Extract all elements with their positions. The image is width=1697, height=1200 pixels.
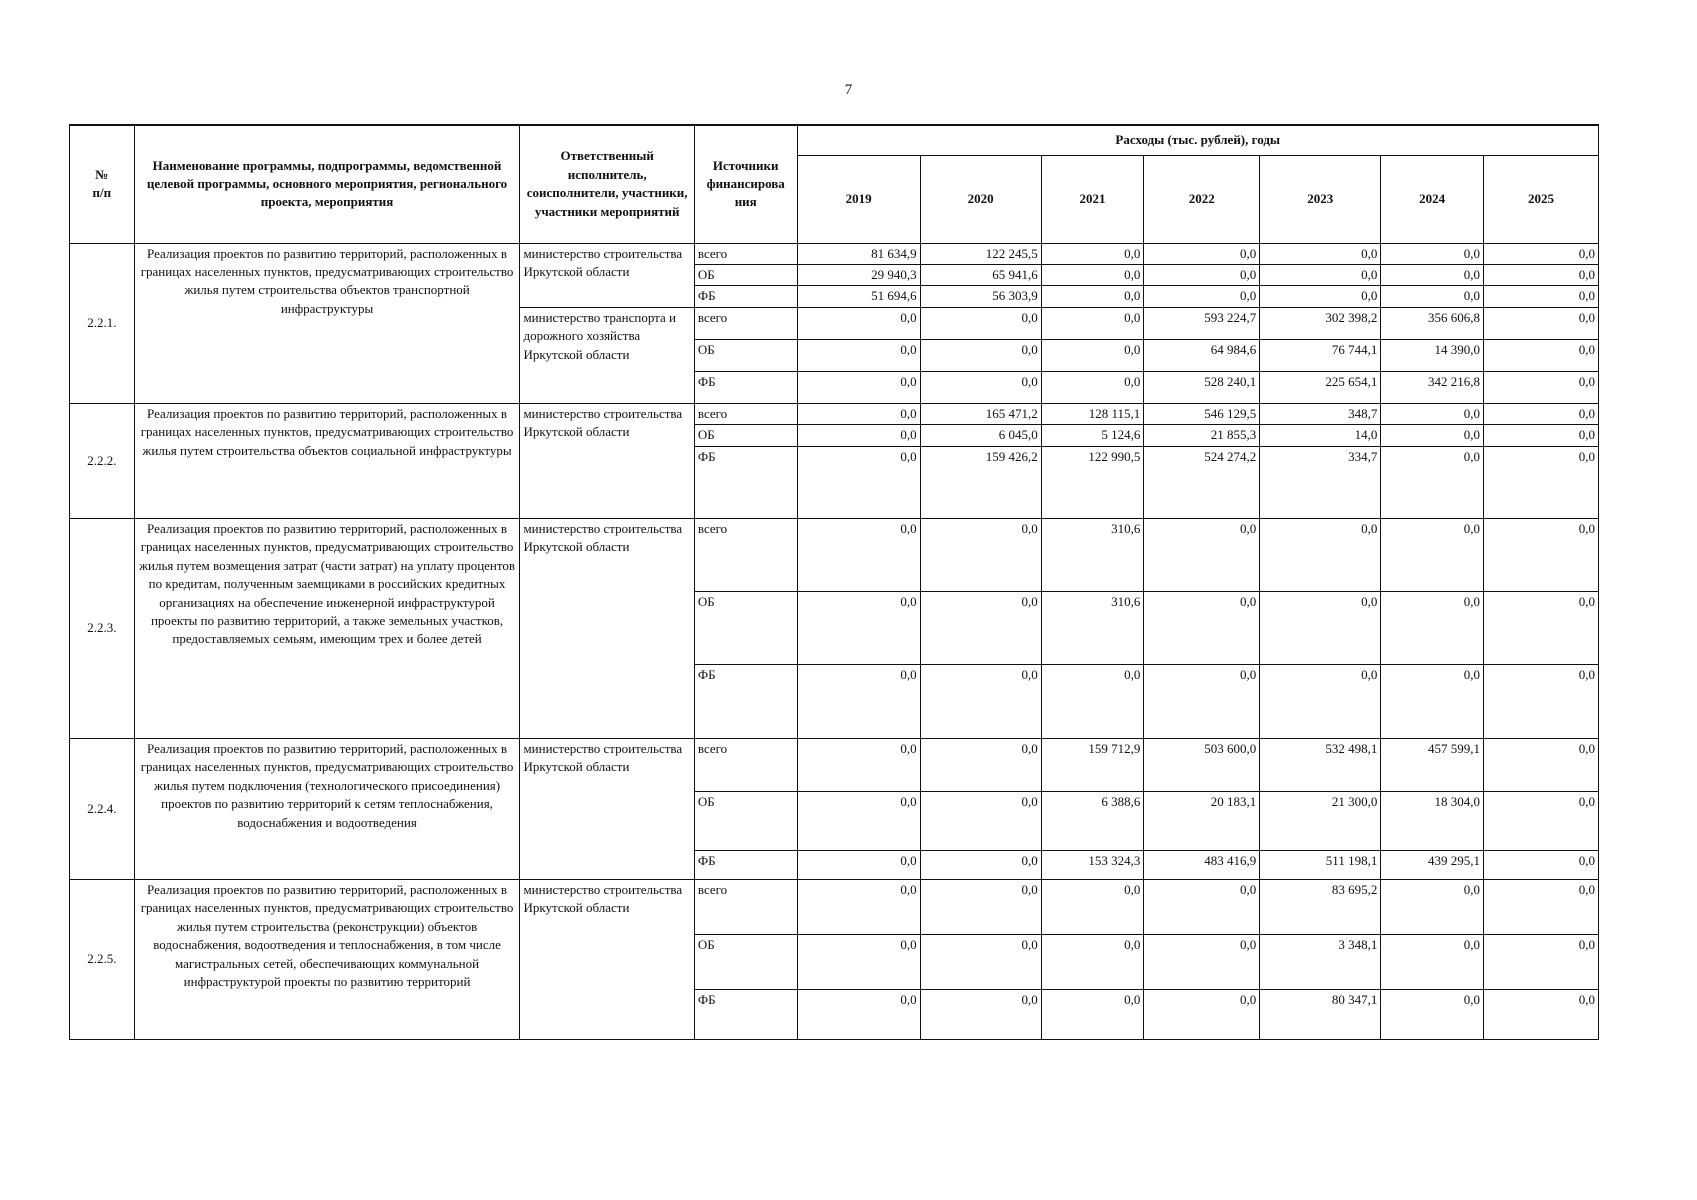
expense-value: 0,0 (797, 850, 920, 879)
item-number: 2.2.1. (70, 243, 135, 403)
expense-value: 0,0 (1260, 518, 1381, 591)
expense-value: 0,0 (1041, 664, 1144, 738)
expense-value: 0,0 (797, 307, 920, 339)
expense-value: 0,0 (797, 591, 920, 664)
expense-value: 310,6 (1041, 518, 1144, 591)
expense-value: 0,0 (1260, 264, 1381, 285)
expense-value: 5 124,6 (1041, 425, 1144, 446)
expense-value: 0,0 (797, 339, 920, 371)
expense-value: 0,0 (1144, 664, 1260, 738)
funding-source: ФБ (694, 664, 797, 738)
expense-value: 0,0 (920, 934, 1041, 989)
expense-value: 0,0 (1041, 286, 1144, 307)
expense-value: 0,0 (1144, 243, 1260, 264)
funding-source: всего (694, 738, 797, 791)
expense-value: 0,0 (797, 446, 920, 518)
expense-value: 511 198,1 (1260, 850, 1381, 879)
expense-value: 0,0 (797, 664, 920, 738)
funding-source: ФБ (694, 371, 797, 403)
expense-value: 0,0 (1381, 425, 1484, 446)
expense-value: 0,0 (1483, 286, 1598, 307)
expense-value: 0,0 (1483, 264, 1598, 285)
expense-value: 0,0 (1144, 934, 1260, 989)
expense-value: 80 347,1 (1260, 989, 1381, 1039)
expense-value: 0,0 (1381, 989, 1484, 1039)
funding-source: ФБ (694, 850, 797, 879)
expense-value: 0,0 (920, 518, 1041, 591)
item-executor: министерство строительства Иркутской области (520, 879, 694, 1039)
item-executor: министерство строительства Иркутской области (520, 243, 694, 307)
expense-value: 0,0 (1483, 791, 1598, 850)
item-number: 2.2.4. (70, 738, 135, 879)
expense-value: 439 295,1 (1381, 850, 1484, 879)
funding-source: ОБ (694, 791, 797, 850)
expense-value: 0,0 (797, 989, 920, 1039)
expense-value: 0,0 (797, 879, 920, 934)
item-executor: министерство строительства Иркутской области (520, 518, 694, 738)
expense-value: 122 990,5 (1041, 446, 1144, 518)
expense-value: 0,0 (1483, 934, 1598, 989)
expense-value: 0,0 (920, 850, 1041, 879)
expense-value: 334,7 (1260, 446, 1381, 518)
expense-value: 0,0 (1483, 425, 1598, 446)
expense-value: 153 324,3 (1041, 850, 1144, 879)
expense-value: 0,0 (1483, 664, 1598, 738)
expense-value: 348,7 (1260, 403, 1381, 424)
expense-value: 3 348,1 (1260, 934, 1381, 989)
funding-source: всего (694, 879, 797, 934)
expense-value: 0,0 (1381, 264, 1484, 285)
expense-value: 302 398,2 (1260, 307, 1381, 339)
header-source: Источники финансирова ния (694, 125, 797, 243)
expense-value: 159 426,2 (920, 446, 1041, 518)
header-name: Наименование программы, подпрограммы, ведомственной целевой программы, основного мероприятия, регионального проекта, мероприятия (134, 125, 520, 243)
expense-value: 81 634,9 (797, 243, 920, 264)
expense-value: 0,0 (920, 307, 1041, 339)
table-row (70, 243, 1599, 264)
expense-value: 21 855,3 (1144, 425, 1260, 446)
expense-value: 0,0 (1381, 446, 1484, 518)
expense-value: 0,0 (1041, 339, 1144, 371)
expense-value: 0,0 (1144, 286, 1260, 307)
item-name: Реализация проектов по развитию территорий, расположенных в границах населенных пунктов, предусматривающих строительство жилья путем строительства (реконструкции) объектов водоснабжения, водоотведения и теплоснабжения, в том числе магистральных сетей, обеспечивающих коммунальной инфраструктурой проекты по развитию территорий (134, 879, 520, 1039)
header-expenses: Расходы (тыс. рублей), годы (797, 125, 1599, 155)
expense-value: 0,0 (1381, 591, 1484, 664)
table-row (70, 518, 1599, 591)
expense-value: 0,0 (1260, 243, 1381, 264)
expense-value: 0,0 (1483, 850, 1598, 879)
expense-value: 0,0 (1381, 518, 1484, 591)
expense-value: 0,0 (1483, 243, 1598, 264)
expense-value: 0,0 (797, 791, 920, 850)
item-name: Реализация проектов по развитию территорий, расположенных в границах населенных пунктов, предусматривающих строительство жилья путем строительства объектов транспортной инфраструктуры (134, 243, 520, 403)
expense-value: 14,0 (1260, 425, 1381, 446)
item-name: Реализация проектов по развитию территорий, расположенных в границах населенных пунктов, предусматривающих строительство жилья путем строительства объектов социальной инфраструктуры (134, 403, 520, 518)
expense-value: 0,0 (920, 591, 1041, 664)
expense-value: 593 224,7 (1144, 307, 1260, 339)
expense-value: 0,0 (1381, 286, 1484, 307)
expense-value: 6 045,0 (920, 425, 1041, 446)
expense-value: 0,0 (1041, 307, 1144, 339)
funding-source: всего (694, 243, 797, 264)
expense-value: 0,0 (920, 738, 1041, 791)
expense-value: 0,0 (1483, 518, 1598, 591)
expense-value: 524 274,2 (1144, 446, 1260, 518)
funding-source: ОБ (694, 934, 797, 989)
funding-source: ФБ (694, 286, 797, 307)
expense-value: 0,0 (1381, 243, 1484, 264)
page-number: 7 (844, 82, 853, 98)
expense-value: 342 216,8 (1381, 371, 1484, 403)
item-number: 2.2.2. (70, 403, 135, 518)
expense-value: 0,0 (1260, 664, 1381, 738)
expense-value: 0,0 (1144, 264, 1260, 285)
expense-value: 0,0 (1483, 307, 1598, 339)
expense-value: 0,0 (1483, 738, 1598, 791)
expense-value: 0,0 (797, 371, 920, 403)
header-year: 2023 (1260, 155, 1381, 243)
expense-value: 14 390,0 (1381, 339, 1484, 371)
expense-value: 528 240,1 (1144, 371, 1260, 403)
header-year: 2019 (797, 155, 920, 243)
expense-value: 56 303,9 (920, 286, 1041, 307)
expense-value: 0,0 (797, 518, 920, 591)
expense-value: 0,0 (920, 664, 1041, 738)
expense-value: 0,0 (797, 425, 920, 446)
item-executor: министерство транспорта и дорожного хозяйства Иркутской области (520, 307, 694, 403)
expense-value: 0,0 (1483, 403, 1598, 424)
funding-source: ОБ (694, 591, 797, 664)
table-row (70, 879, 1599, 934)
expense-value: 51 694,6 (797, 286, 920, 307)
expense-value: 6 388,6 (1041, 791, 1144, 850)
expense-value: 0,0 (1041, 934, 1144, 989)
expense-value: 0,0 (1381, 879, 1484, 934)
expense-value: 122 245,5 (920, 243, 1041, 264)
item-name: Реализация проектов по развитию территорий, расположенных в границах населенных пунктов, предусматривающих строительство жилья путем возмещения затрат (части затрат) на уплату процентов по кредитам, полученным заемщиками в российских кредитных организациях на обеспечение инженерной инфраструктурой проекты по развитию территорий, а также земельных участков, предоставляемых семьям, имеющим трех и более детей (134, 518, 520, 738)
expense-value: 0,0 (1260, 286, 1381, 307)
expense-value: 0,0 (1483, 339, 1598, 371)
expense-value: 0,0 (1041, 243, 1144, 264)
expense-value: 0,0 (1041, 989, 1144, 1039)
funding-source: всего (694, 307, 797, 339)
item-executor: министерство строительства Иркутской области (520, 403, 694, 518)
funding-source: ФБ (694, 446, 797, 518)
expense-value: 310,6 (1041, 591, 1144, 664)
expense-value: 225 654,1 (1260, 371, 1381, 403)
expense-value: 356 606,8 (1381, 307, 1484, 339)
expense-value: 0,0 (1041, 879, 1144, 934)
expense-value: 20 183,1 (1144, 791, 1260, 850)
header-year: 2025 (1483, 155, 1598, 243)
expense-value: 21 300,0 (1260, 791, 1381, 850)
expense-value: 0,0 (1483, 591, 1598, 664)
item-name: Реализация проектов по развитию территорий, расположенных в границах населенных пунктов, предусматривающих строительство жилья путем подключения (технологического присоединения) проектов по развитию территорий к сетям теплоснабжения, водоснабжения и водоотведения (134, 738, 520, 879)
funding-source: ФБ (694, 989, 797, 1039)
expense-value: 483 416,9 (1144, 850, 1260, 879)
expense-value: 0,0 (920, 339, 1041, 371)
item-executor: министерство строительства Иркутской области (520, 738, 694, 879)
item-number: 2.2.5. (70, 879, 135, 1039)
item-number: 2.2.3. (70, 518, 135, 738)
expense-value: 165 471,2 (920, 403, 1041, 424)
header-year: 2024 (1381, 155, 1484, 243)
expense-value: 159 712,9 (1041, 738, 1144, 791)
expense-value: 0,0 (920, 989, 1041, 1039)
table-row (70, 738, 1599, 791)
expense-value: 0,0 (920, 791, 1041, 850)
expense-value: 18 304,0 (1381, 791, 1484, 850)
expense-value: 503 600,0 (1144, 738, 1260, 791)
expense-value: 0,0 (1041, 371, 1144, 403)
expense-value: 83 695,2 (1260, 879, 1381, 934)
expense-value: 65 941,6 (920, 264, 1041, 285)
expense-value: 0,0 (920, 879, 1041, 934)
funding-source: ОБ (694, 339, 797, 371)
header-year: 2021 (1041, 155, 1144, 243)
expense-value: 0,0 (797, 738, 920, 791)
expense-value: 0,0 (1483, 446, 1598, 518)
expense-value: 0,0 (1381, 403, 1484, 424)
expense-value: 76 744,1 (1260, 339, 1381, 371)
expense-value: 0,0 (1483, 989, 1598, 1039)
header-num: № п/п (70, 125, 135, 243)
budget-table (69, 124, 1599, 1040)
expense-value: 0,0 (1483, 371, 1598, 403)
expense-value: 0,0 (1144, 591, 1260, 664)
table-body (70, 243, 1599, 1039)
expense-value: 0,0 (1144, 989, 1260, 1039)
table-row (70, 403, 1599, 424)
expense-value: 0,0 (1144, 518, 1260, 591)
header-executor: Ответственный исполнитель, соисполнители, участники, участники мероприятий (520, 125, 694, 243)
expense-value: 0,0 (797, 403, 920, 424)
expense-value: 0,0 (1483, 879, 1598, 934)
expense-value: 0,0 (1381, 664, 1484, 738)
expense-value: 532 498,1 (1260, 738, 1381, 791)
expense-value: 0,0 (1381, 934, 1484, 989)
expense-value: 546 129,5 (1144, 403, 1260, 424)
header-year: 2020 (920, 155, 1041, 243)
expense-value: 29 940,3 (797, 264, 920, 285)
expense-value: 0,0 (1041, 264, 1144, 285)
expense-value: 0,0 (920, 371, 1041, 403)
expense-value: 0,0 (1144, 879, 1260, 934)
expense-value: 64 984,6 (1144, 339, 1260, 371)
expense-value: 0,0 (1260, 591, 1381, 664)
expense-value: 457 599,1 (1381, 738, 1484, 791)
expense-value: 0,0 (797, 934, 920, 989)
expense-value: 128 115,1 (1041, 403, 1144, 424)
funding-source: ОБ (694, 264, 797, 285)
funding-source: всего (694, 403, 797, 424)
funding-source: всего (694, 518, 797, 591)
funding-source: ОБ (694, 425, 797, 446)
header-year: 2022 (1144, 155, 1260, 243)
